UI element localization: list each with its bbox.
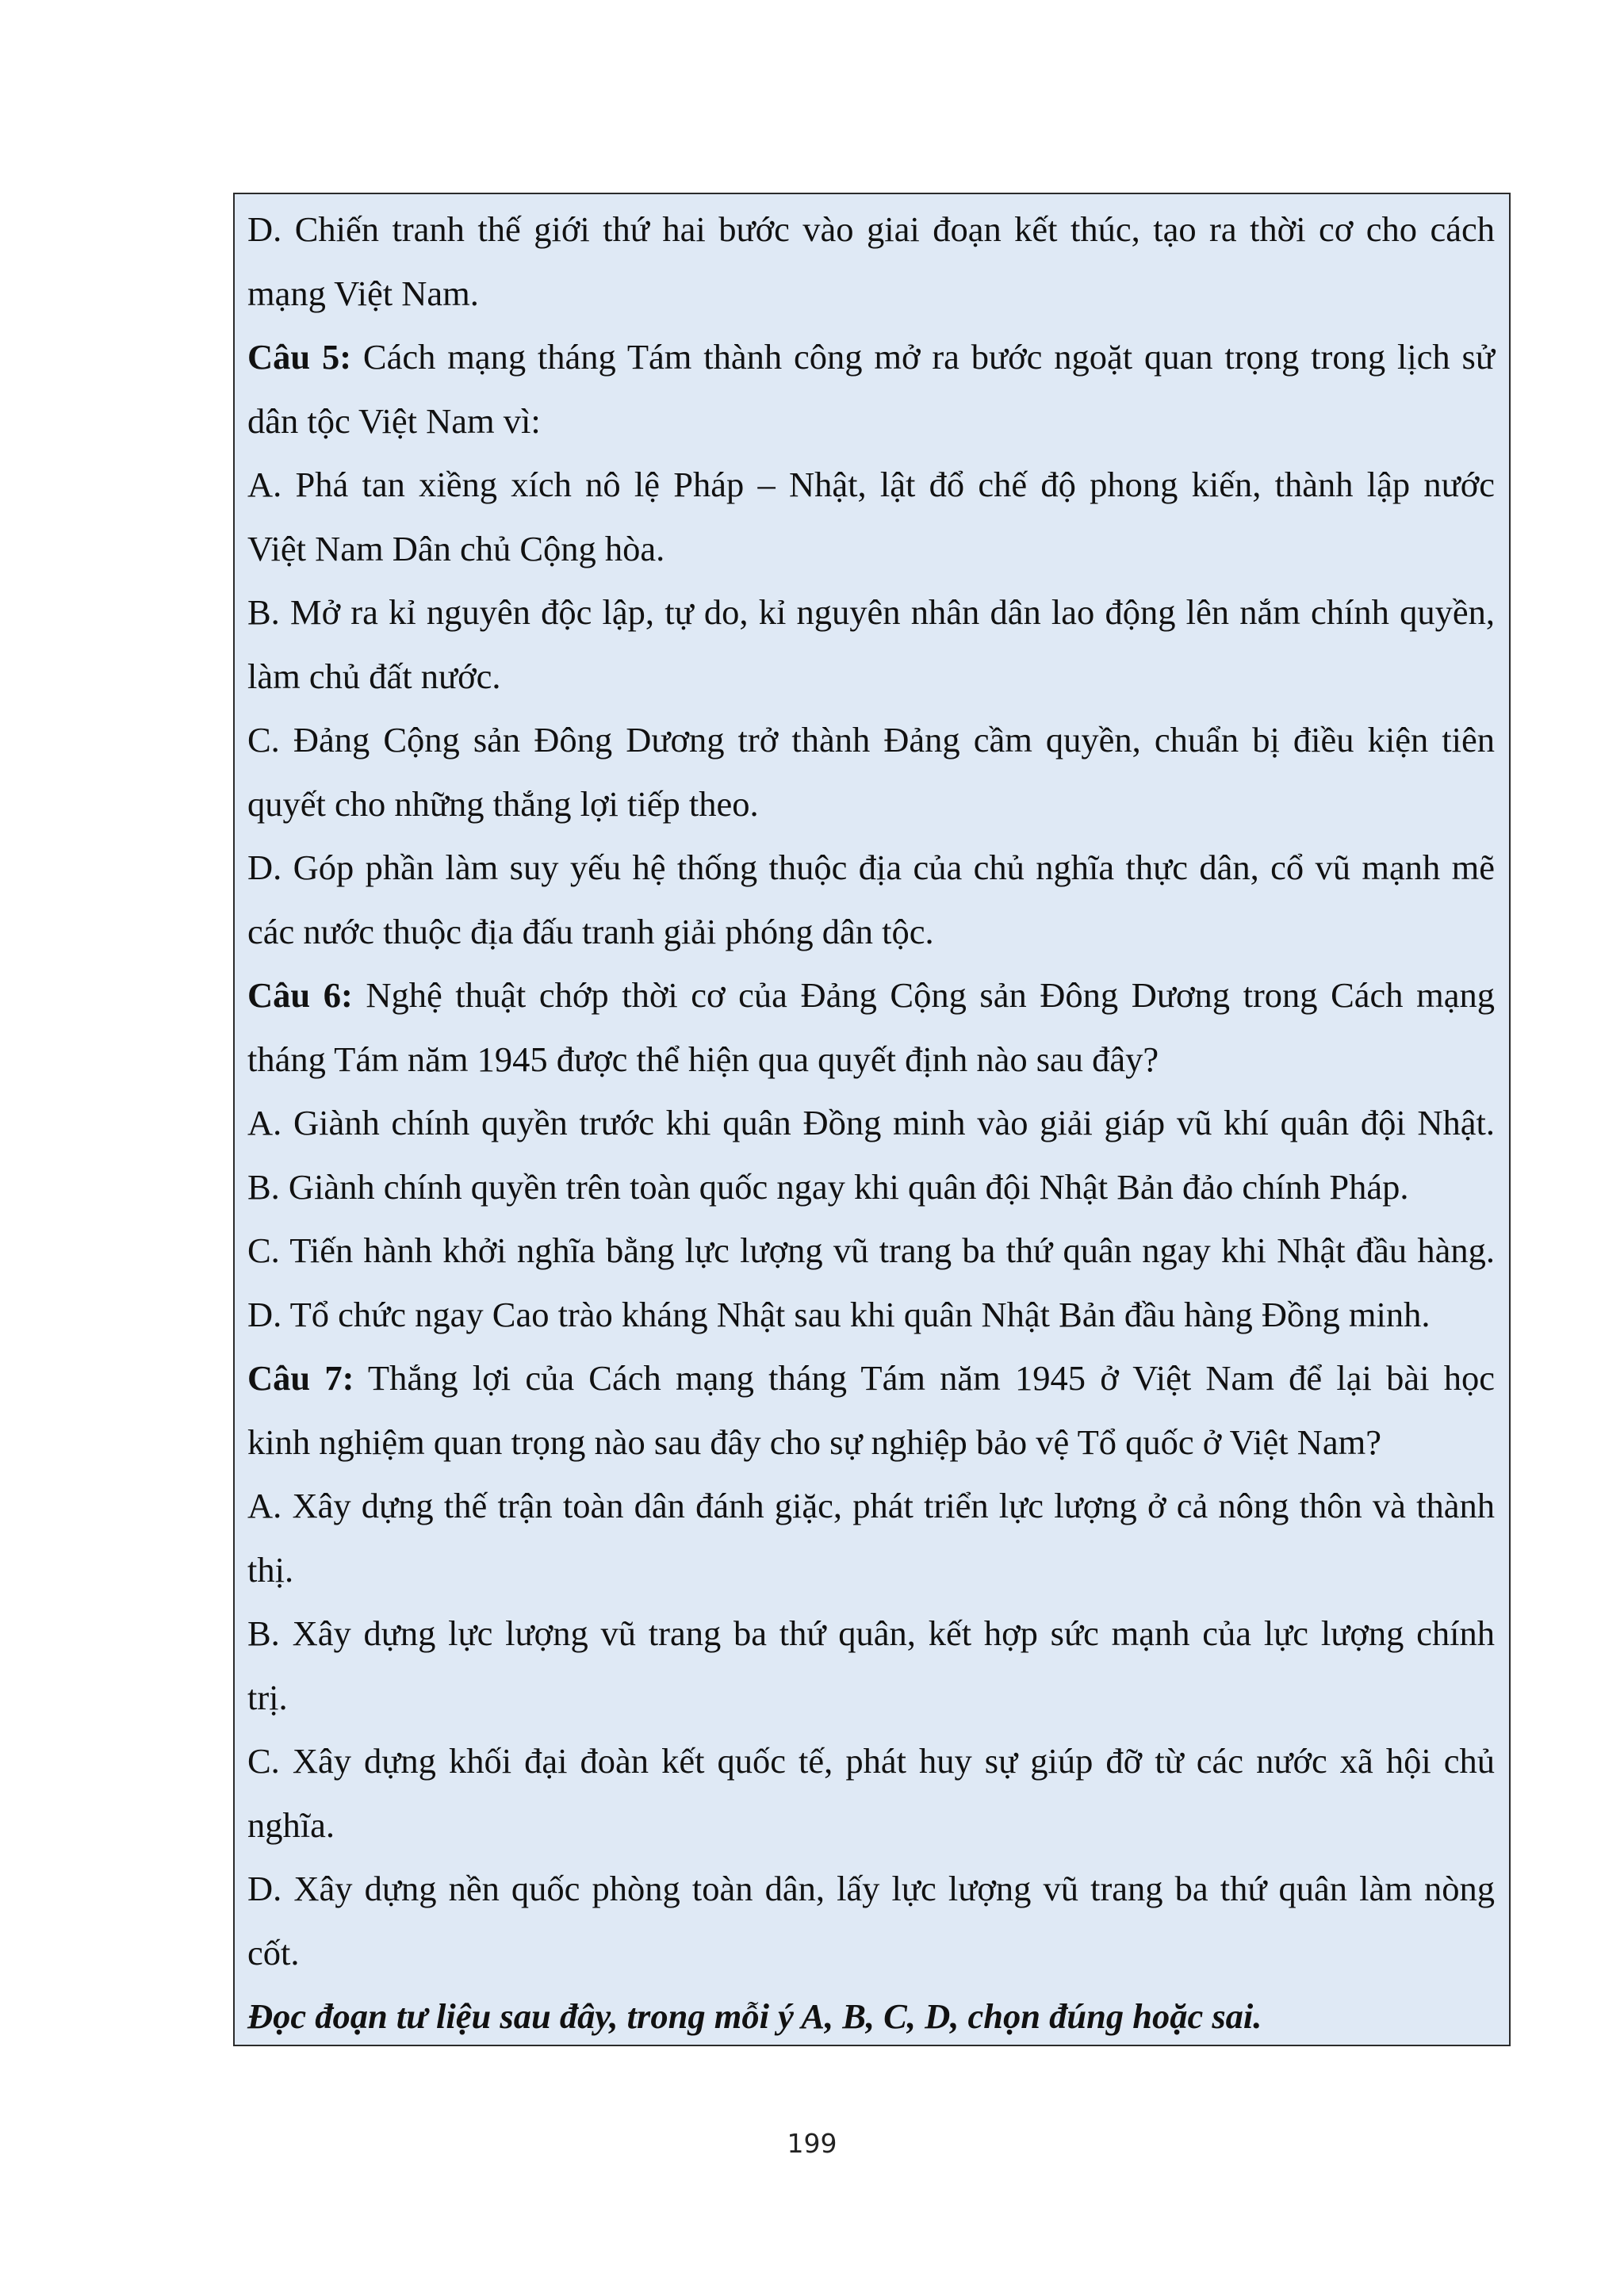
text-line [247, 1155, 1495, 1219]
line-text: B. Xây dựng lực lượng vũ trang ba thứ quân, kết hợp sức mạnh của lực lượng chính [247, 1613, 1495, 1653]
text-line [247, 1283, 1495, 1347]
text-line [247, 453, 1495, 517]
text-line [247, 1857, 1495, 1921]
text-line [247, 389, 1495, 453]
instruction-line [247, 1984, 1495, 2049]
line-text: D. Chiến tranh thế giới thứ hai bước vào giai đoạn kết thúc, tạo ra thời cơ cho cách [247, 209, 1495, 249]
text-line [247, 197, 1495, 262]
question-label: Câu 5: [247, 337, 352, 377]
line-text: làm chủ đất nước. [247, 656, 501, 696]
text-line [247, 645, 1495, 709]
line-text: D. Góp phần làm suy yếu hệ thống thuộc địa của chủ nghĩa thực dân, cổ vũ mạnh mẽ [247, 848, 1495, 887]
question-label: Câu 6: [247, 975, 353, 1015]
page-number: 199 [787, 2128, 837, 2159]
text-line [247, 1091, 1495, 1155]
line-text: C. Đảng Cộng sản Đông Dương trở thành Đảng cầm quyền, chuẩn bị điều kiện tiên [247, 720, 1495, 760]
line-text: Cách mạng tháng Tám thành công mở ra bước ngoặt quan trọng trong lịch sử [351, 337, 1495, 377]
line-text: nghĩa. [247, 1804, 335, 1845]
text-line [247, 1666, 1495, 1730]
question-label: Câu 7: [247, 1358, 354, 1398]
line-text: C. Tiến hành khởi nghĩa bằng lực lượng vũ trang ba thứ quân ngay khi Nhật đầu hàng. [247, 1230, 1495, 1270]
line-text: Việt Nam Dân chủ Cộng hòa. [247, 528, 665, 568]
line-text: thị. [247, 1549, 294, 1590]
text-line [247, 836, 1495, 900]
text-line [247, 517, 1495, 581]
text-line [247, 1921, 1495, 1985]
text-line [247, 1219, 1495, 1283]
text-line [247, 1538, 1495, 1602]
line-text: B. Giành chính quyền trên toàn quốc ngay khi quân đội Nhật Bản đảo chính Pháp. [247, 1166, 1409, 1207]
line-text: Nghệ thuật chớp thời cơ của Đảng Cộng sản Đông Dương trong Cách mạng [352, 975, 1495, 1015]
text-line [247, 900, 1495, 964]
line-text: trị. [247, 1677, 288, 1717]
text-line [247, 1474, 1495, 1538]
text-line [247, 708, 1495, 772]
text-line [247, 772, 1495, 836]
line-text: B. Mở ra kỉ nguyên độc lập, tự do, kỉ nguyên nhân dân lao động lên nắm chính quyền, [247, 592, 1495, 632]
question-box [233, 193, 1511, 2046]
text-line [247, 1601, 1495, 1666]
text-line [247, 1793, 1495, 1858]
text-line [247, 1729, 1495, 1793]
line-text: tháng Tám năm 1945 được thể hiện qua quyết định nào sau đây? [247, 1039, 1159, 1079]
line-text: D. Tổ chức ngay Cao trào kháng Nhật sau khi quân Nhật Bản đầu hàng Đồng minh. [247, 1294, 1431, 1334]
text-line [247, 262, 1495, 326]
line-text: kinh nghiệm quan trọng nào sau đây cho sự nghiệp bảo vệ Tổ quốc ở Việt Nam? [247, 1422, 1381, 1462]
text-line [247, 963, 1495, 1027]
line-text: các nước thuộc địa đấu tranh giải phóng dân tộc. [247, 911, 934, 951]
line-text: quyết cho những thắng lợi tiếp theo. [247, 783, 759, 824]
text-line [247, 325, 1495, 389]
question-text [247, 197, 1495, 2049]
line-text: C. Xây dựng khối đại đoàn kết quốc tế, phát huy sự giúp đỡ từ các nước xã hội chủ [247, 1741, 1495, 1781]
text-line [247, 1410, 1495, 1475]
line-text: Đọc đoạn tư liệu sau đây, trong mỗi ý A, B, C, D, chọn đúng hoặc sai. [247, 1996, 1262, 2036]
text-line [247, 1027, 1495, 1092]
text-line [247, 580, 1495, 645]
line-text: A. Xây dựng thế trận toàn dân đánh giặc, phát triển lực lượng ở cả nông thôn và thành [247, 1486, 1495, 1525]
line-text: A. Phá tan xiềng xích nô lệ Pháp – Nhật, lật đổ chế độ phong kiến, thành lập nước [247, 465, 1495, 504]
line-text: A. Giành chính quyền trước khi quân Đồng minh vào giải giáp vũ khí quân đội Nhật. [247, 1103, 1495, 1142]
line-text: dân tộc Việt Nam vì: [247, 400, 541, 441]
text-line [247, 1346, 1495, 1410]
line-text: D. Xây dựng nền quốc phòng toàn dân, lấy lực lượng vũ trang ba thứ quân làm nòng [247, 1869, 1495, 1908]
line-text: mạng Việt Nam. [247, 273, 479, 313]
line-text: cốt. [247, 1932, 300, 1973]
line-text: Thắng lợi của Cách mạng tháng Tám năm 1945 ở Việt Nam để lại bài học [354, 1358, 1495, 1398]
